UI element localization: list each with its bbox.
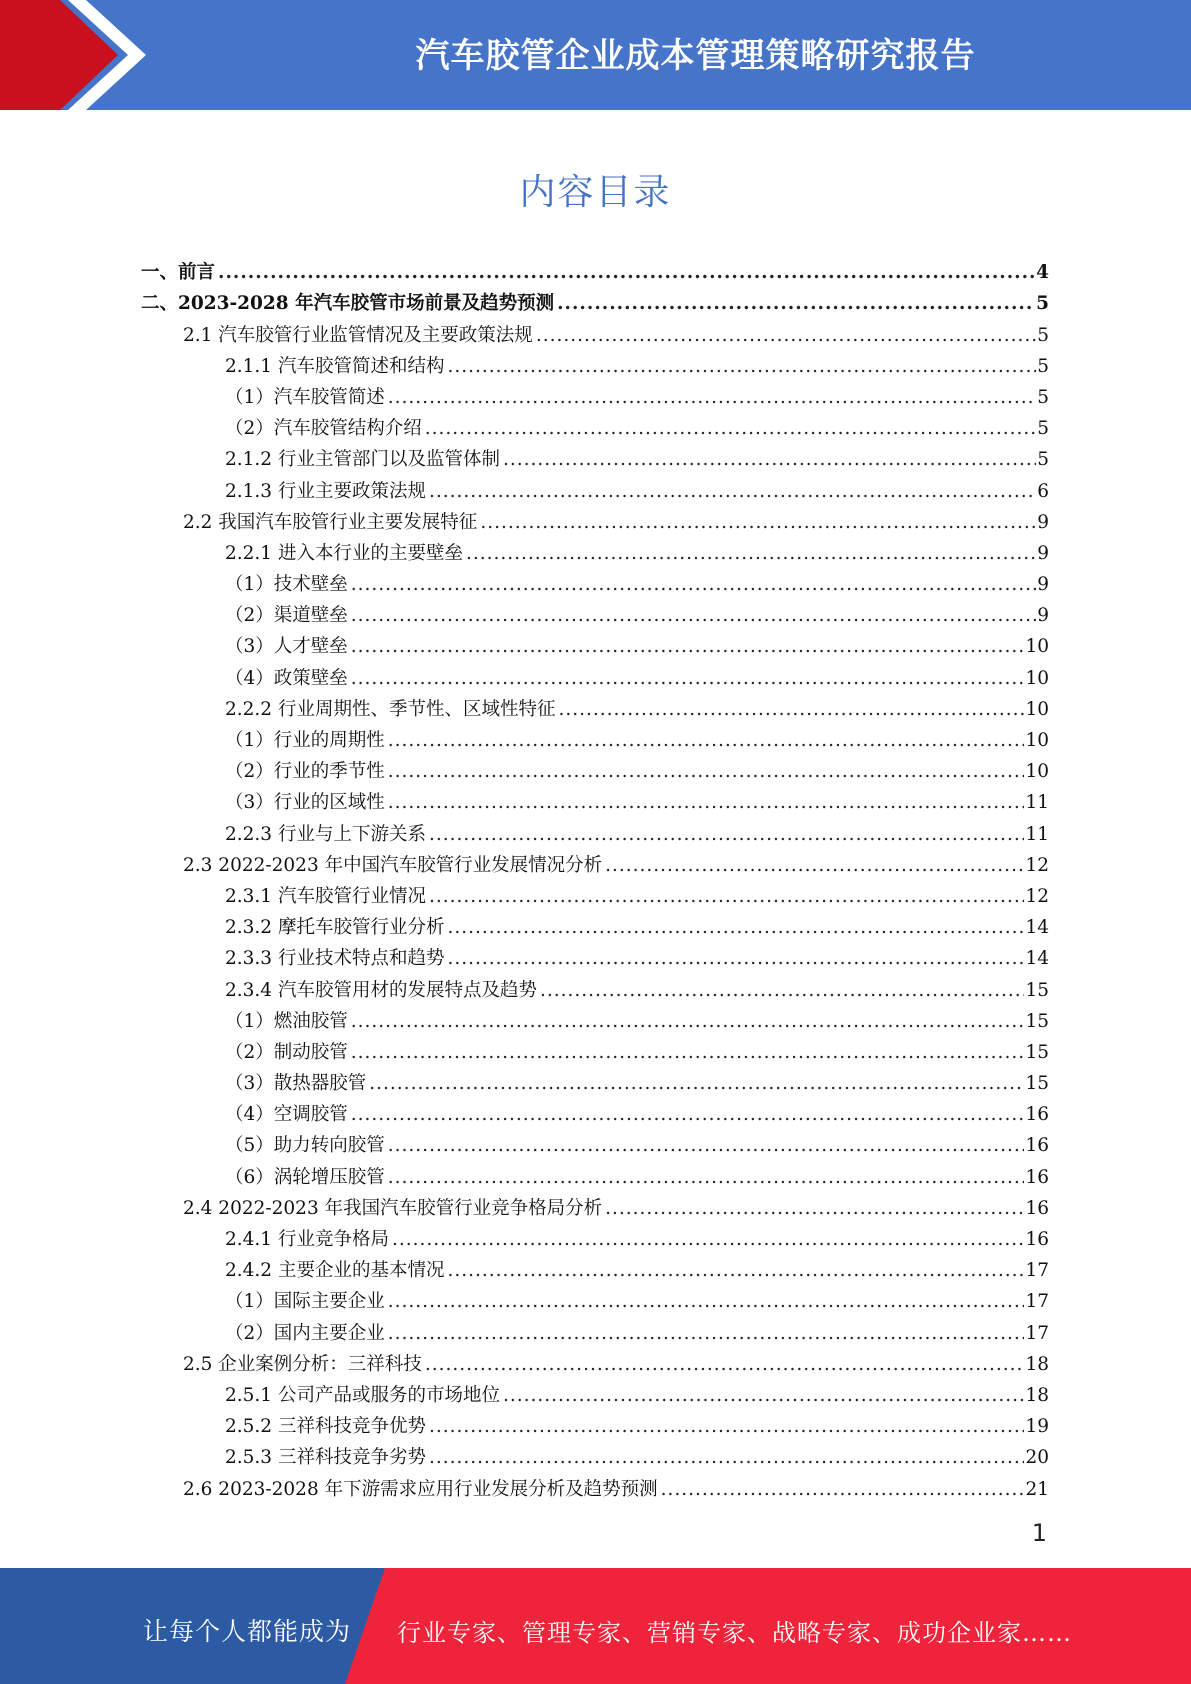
toc-dot-leader — [503, 449, 1036, 471]
toc-dot-leader — [388, 1323, 1025, 1345]
toc-dot-leader — [447, 1260, 1024, 1282]
toc-entry-page: 11 — [1025, 823, 1049, 845]
toc-entry-label: （2）制动胶管 — [225, 1041, 348, 1063]
toc-dot-leader — [540, 980, 1024, 1002]
toc-entry-page: 16 — [1025, 1135, 1049, 1157]
toc-heading: 内容目录 — [519, 172, 672, 213]
footer-slogan-right: 行业专家、管理专家、营销专家、战略专家、成功企业家…… — [397, 1619, 1072, 1647]
toc-entry[interactable] — [141, 1313, 1049, 1344]
toc-entry-label: 2.2.2 行业周期性、季节性、区域性特征 — [225, 698, 556, 720]
toc-dot-leader — [351, 605, 1036, 627]
toc-entry[interactable] — [141, 877, 1049, 908]
toc-entry-page: 12 — [1025, 854, 1049, 876]
toc-entry[interactable] — [141, 1251, 1049, 1282]
toc-entry-label: （4）空调胶管 — [225, 1104, 348, 1126]
toc-entry[interactable] — [141, 908, 1049, 939]
toc-entry[interactable] — [141, 596, 1049, 627]
toc-entry-page: 10 — [1025, 667, 1049, 689]
toc-dot-leader — [605, 1198, 1024, 1220]
toc-entry-label: 二、2023-2028 年汽车胶管市场前景及趋势预测 — [141, 293, 555, 315]
toc-entry-page: 5 — [1037, 386, 1049, 408]
toc-entry[interactable] — [141, 1282, 1049, 1313]
toc-dot-leader — [661, 1479, 1025, 1501]
toc-entry-page: 9 — [1037, 574, 1049, 596]
toc-entry-page: 9 — [1037, 605, 1049, 627]
toc-dot-leader — [351, 636, 1025, 658]
toc-dot-leader — [558, 699, 1024, 721]
toc-entry-label: 2.3 2022-2023 年中国汽车胶管行业发展情况分析 — [183, 854, 603, 876]
toc-entry-page: 5 — [1037, 418, 1049, 440]
toc-entry-page: 18 — [1025, 1353, 1049, 1375]
toc-dot-leader — [466, 543, 1036, 565]
toc-entry[interactable] — [141, 565, 1049, 596]
toc-entry-label: 2.1.1 汽车胶管简述和结构 — [225, 355, 445, 377]
toc-dot-leader — [369, 1073, 1024, 1095]
report-title: 汽车胶管企业成本管理策略研究报告 — [415, 36, 976, 76]
toc-entry-page: 17 — [1025, 1260, 1049, 1282]
toc-entry[interactable] — [141, 253, 1049, 284]
toc-dot-leader — [351, 668, 1025, 690]
toc-entry-label: 2.2.3 行业与上下游关系 — [225, 823, 426, 845]
toc-entry[interactable] — [141, 846, 1049, 877]
toc-entry-label: （3）人才壁垒 — [225, 636, 348, 658]
toc-dot-leader — [557, 293, 1035, 315]
toc-entry[interactable] — [141, 284, 1049, 315]
toc-entry-page: 11 — [1025, 792, 1049, 814]
toc-entry-label: 2.5.2 三祥科技竞争优势 — [225, 1416, 426, 1438]
toc-entry[interactable] — [141, 752, 1049, 783]
toc-entry-label: 2.4.2 主要企业的基本情况 — [225, 1260, 445, 1282]
toc-entry-label: （4）政策壁垒 — [225, 667, 348, 689]
toc-entry[interactable] — [141, 939, 1049, 970]
toc-entry[interactable] — [141, 1064, 1049, 1095]
toc-entry-label: （6）涡轮增压胶管 — [225, 1166, 385, 1188]
toc-entry-label: 2.1.2 行业主管部门以及监管体制 — [225, 449, 500, 471]
toc-entry-label: （3）行业的区域性 — [225, 792, 385, 814]
toc-entry-page: 17 — [1025, 1322, 1049, 1344]
toc-entry-page: 20 — [1025, 1447, 1049, 1469]
toc-entry-page: 15 — [1025, 1010, 1049, 1032]
toc-entry-label: 2.3.3 行业技术特点和趋势 — [225, 948, 445, 970]
toc-entry-label: （2）国内主要企业 — [225, 1322, 385, 1344]
toc-dot-leader — [429, 886, 1024, 908]
toc-entry[interactable] — [141, 690, 1049, 721]
toc-dot-leader — [605, 855, 1024, 877]
toc-entry-page: 15 — [1025, 1041, 1049, 1063]
toc-dot-leader — [447, 948, 1024, 970]
toc-dot-leader — [429, 1447, 1024, 1469]
toc-dot-leader — [429, 824, 1024, 846]
toc-dot-leader — [388, 1291, 1025, 1313]
toc-dot-leader — [351, 1042, 1025, 1064]
toc-dot-leader — [429, 481, 1036, 503]
toc-entry[interactable] — [141, 347, 1049, 378]
toc-entry-label: 2.4 2022-2023 年我国汽车胶管行业竞争格局分析 — [183, 1197, 603, 1219]
page-footer — [0, 1568, 1191, 1684]
toc-entry-label: （1）燃油胶管 — [225, 1010, 348, 1032]
toc-dot-leader — [429, 1416, 1024, 1438]
toc-entry-page: 5 — [1036, 293, 1049, 315]
toc-entry[interactable] — [141, 1189, 1049, 1220]
toc-entry-label: （1）技术壁垒 — [225, 574, 348, 596]
toc-entry[interactable] — [141, 534, 1049, 565]
toc-entry-label: （2）渠道壁垒 — [225, 605, 348, 627]
toc-dot-leader — [388, 387, 1036, 409]
toc-entry-page: 10 — [1025, 761, 1049, 783]
toc-entry[interactable] — [141, 378, 1049, 409]
toc-entry-label: 2.3.1 汽车胶管行业情况 — [225, 885, 426, 907]
toc-dot-leader — [388, 730, 1025, 752]
toc-entry-label: 2.1 汽车胶管行业监管情况及主要政策法规 — [183, 324, 533, 346]
toc-entry[interactable] — [141, 1376, 1049, 1407]
toc-entry-label: 一、前言 — [141, 262, 216, 284]
toc-entry-page: 9 — [1037, 542, 1049, 564]
toc-entry-label: 2.6 2023-2028 年下游需求应用行业发展分析及趋势预测 — [183, 1478, 658, 1500]
toc-dot-leader — [351, 1011, 1025, 1033]
toc-entry[interactable] — [141, 1438, 1049, 1469]
toc-entry[interactable] — [141, 440, 1049, 471]
toc-entry-label: （3）散热器胶管 — [225, 1073, 367, 1095]
toc-dot-leader — [388, 792, 1025, 814]
toc-entry-page: 18 — [1025, 1384, 1049, 1406]
toc-entry[interactable] — [141, 1345, 1049, 1376]
toc-entry[interactable] — [141, 970, 1049, 1001]
toc-entry[interactable] — [141, 315, 1049, 346]
toc-entry-page: 16 — [1025, 1229, 1049, 1250]
toc-entry-label: 2.5.1 公司产品或服务的市场地位 — [225, 1384, 500, 1406]
toc-dot-leader — [388, 1167, 1025, 1189]
toc-entry-label: （1）行业的周期性 — [225, 730, 385, 751]
toc-dot-leader — [503, 1385, 1024, 1407]
toc-dot-leader — [425, 418, 1036, 440]
toc-dot-leader — [536, 325, 1036, 347]
toc-entry[interactable] — [141, 1033, 1049, 1064]
toc-entry-page: 17 — [1025, 1291, 1049, 1313]
toc-entry-page: 16 — [1025, 1166, 1049, 1188]
toc-entry[interactable] — [141, 471, 1049, 502]
toc-entry-label: （2）汽车胶管结构介绍 — [225, 418, 422, 440]
toc-entry-label: 2.4.1 行业竞争格局 — [225, 1229, 389, 1250]
toc-entry-label: （1）国际主要企业 — [225, 1291, 385, 1313]
toc-entry-page: 14 — [1025, 948, 1049, 970]
toc-entry-page: 15 — [1025, 979, 1049, 1001]
toc-entry[interactable] — [141, 721, 1049, 752]
toc-dot-leader — [447, 917, 1024, 939]
toc-dot-leader — [218, 262, 1035, 284]
page-header — [0, 0, 1191, 110]
toc-dot-leader — [447, 356, 1036, 378]
toc-entry-page: 14 — [1025, 917, 1049, 939]
toc-entry[interactable] — [141, 1220, 1049, 1251]
toc-entry-label: 2.3.4 汽车胶管用材的发展特点及趋势 — [225, 979, 537, 1001]
toc-entry-page: 4 — [1036, 262, 1049, 284]
table-of-contents — [141, 253, 1049, 1501]
toc-entry[interactable] — [141, 1095, 1049, 1126]
toc-dot-leader — [392, 1229, 1024, 1251]
header-arrow-decoration — [0, 0, 160, 110]
toc-entry-page: 5 — [1037, 324, 1049, 346]
toc-dot-leader — [351, 574, 1036, 596]
toc-entry[interactable] — [141, 503, 1049, 534]
toc-entry[interactable] — [141, 1407, 1049, 1438]
page-number: 1 — [1031, 1519, 1047, 1547]
toc-dot-leader — [425, 1354, 1025, 1376]
toc-entry-page: 19 — [1025, 1416, 1049, 1438]
toc-entry-label: （2）行业的季节性 — [225, 761, 385, 783]
toc-entry[interactable] — [141, 409, 1049, 440]
toc-entry-page: 9 — [1037, 511, 1049, 533]
toc-dot-leader — [480, 512, 1036, 534]
toc-dot-leader — [388, 1135, 1025, 1157]
toc-entry-page: 21 — [1025, 1478, 1049, 1500]
toc-entry-label: 2.2.1 进入本行业的主要壁垒 — [225, 542, 463, 564]
toc-entry[interactable] — [141, 1126, 1049, 1157]
toc-entry-label: 2.2 我国汽车胶管行业主要发展特征 — [183, 511, 478, 533]
toc-entry-label: （5）助力转向胶管 — [225, 1135, 385, 1157]
toc-entry-page: 5 — [1037, 355, 1049, 377]
toc-entry-label: 2.1.3 行业主要政策法规 — [225, 480, 426, 502]
toc-entry-page: 16 — [1025, 1197, 1049, 1219]
toc-entry[interactable] — [141, 627, 1049, 658]
toc-entry-page: 16 — [1025, 1104, 1049, 1126]
toc-entry[interactable] — [141, 1469, 1049, 1500]
toc-entry[interactable] — [141, 783, 1049, 814]
toc-entry-label: 2.5 企业案例分析：三祥科技 — [183, 1353, 422, 1375]
toc-entry[interactable] — [141, 658, 1049, 689]
toc-entry-label: （1）汽车胶管简述 — [225, 386, 385, 408]
toc-entry-label: 2.3.2 摩托车胶管行业分析 — [225, 917, 445, 939]
toc-entry-page: 10 — [1025, 730, 1049, 751]
toc-entry-page: 5 — [1037, 449, 1049, 471]
toc-entry-page: 6 — [1037, 480, 1049, 502]
toc-entry[interactable] — [141, 814, 1049, 845]
toc-dot-leader — [388, 761, 1025, 783]
toc-entry-page: 10 — [1025, 698, 1049, 720]
toc-entry-page: 12 — [1025, 885, 1049, 907]
toc-dot-leader — [351, 1104, 1025, 1126]
toc-entry[interactable] — [141, 1002, 1049, 1033]
footer-slogan-left: 让每个人都能成为 — [143, 1617, 352, 1646]
toc-entry-page: 15 — [1025, 1073, 1049, 1095]
toc-entry-label: 2.5.3 三祥科技竞争劣势 — [225, 1447, 426, 1469]
toc-entry-page: 10 — [1025, 636, 1049, 658]
toc-entry[interactable] — [141, 1157, 1049, 1188]
